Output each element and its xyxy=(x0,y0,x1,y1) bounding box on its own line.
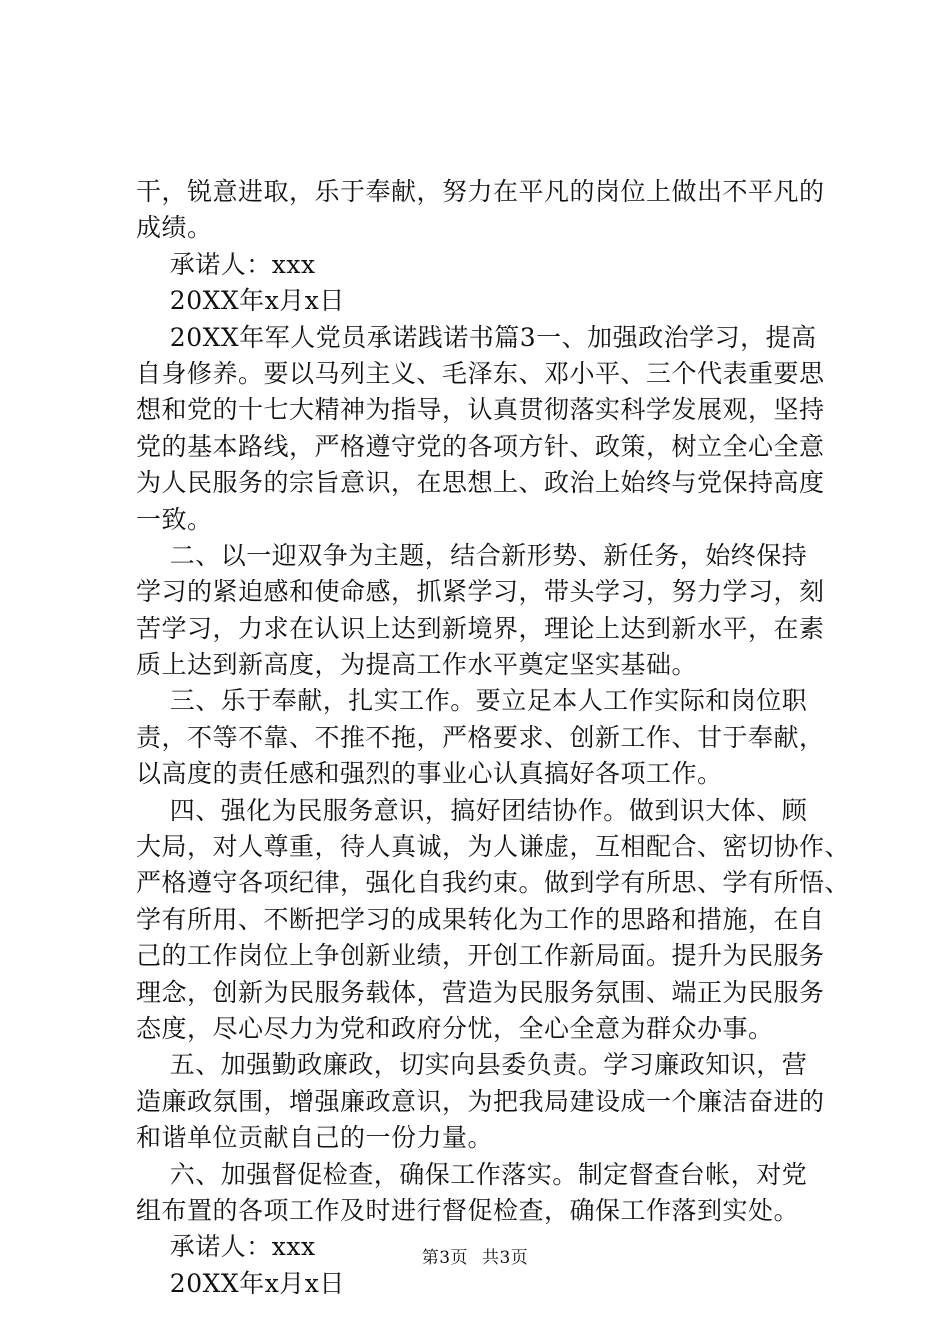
text-line: 自身修养。要以马列主义、毛泽东、邓小平、三个代表重要思 xyxy=(136,358,825,388)
text-line: 三、乐于奉献，扎实工作。要立足本人工作实际和岗位职 xyxy=(136,686,808,716)
signature-line: 承诺人：xxx xyxy=(136,249,316,279)
date-line: 20XX年x月x日 xyxy=(136,286,345,316)
text-line: 理念，创新为民服务载体，营造为民服务氛围、端正为民服务 xyxy=(136,977,825,1007)
text-line: 想和党的十七大精神为指导，认真贯彻落实科学发展观，坚持 xyxy=(136,395,825,425)
text-line: 以高度的责任感和强烈的事业心认真搞好各项工作。 xyxy=(136,759,723,789)
text-line: 组布置的各项工作及时进行督促检查，确保工作落到实处。 xyxy=(136,1195,800,1225)
text-line: 四、强化为民服务意识，搞好团结协作。做到识大体、顾 xyxy=(136,795,808,825)
text-line: 六、加强督促检查，确保工作落实。制定督查台帐，对党 xyxy=(136,1159,808,1189)
text-line: 干，锐意进取，乐于奉献，努力在平凡的岗位上做出不平凡的 xyxy=(136,177,825,206)
text-line: 造廉政氛围，增强廉政意识，为把我局建设成一个廉洁奋进的 xyxy=(136,1086,825,1116)
text-line: 一致。 xyxy=(136,504,213,534)
text-line: 责，不等不靠、不推不拖，严格要求、创新工作、甘于奉献， xyxy=(136,722,825,752)
date-line: 20XX年x月x日 xyxy=(136,1268,345,1298)
text-line: 质上达到新高度，为提高工作水平奠定坚实基础。 xyxy=(136,650,698,680)
text-line: 严格遵守各项纪律，强化自我约束。做到学有所思、学有所悟、 xyxy=(136,868,851,898)
text-line: 党的基本路线，严格遵守党的各项方针、政策，树立全心全意 xyxy=(136,431,825,461)
page-total: 共3页 xyxy=(481,1248,529,1268)
text-line: 20XX年军人党员承诺践诺书篇3一、加强政治学习，提高 xyxy=(136,322,817,352)
text-line: 成绩。 xyxy=(136,213,213,243)
signature-line: 承诺人：xxx xyxy=(136,1232,316,1262)
text-line: 大局，对人尊重，待人真诚，为人谦虚，互相配合、密切协作、 xyxy=(136,832,851,862)
text-line: 学习的紧迫感和使命感，抓紧学习，带头学习，努力学习，刻 xyxy=(136,577,825,607)
text-line: 苦学习，力求在认识上达到新境界，理论上达到新水平，在素 xyxy=(136,613,825,643)
text-line: 为人民服务的宗旨意识，在思想上、政治上始终与党保持高度 xyxy=(136,468,825,498)
text-line: 五、加强勤政廉政，切实向县委负责。学习廉政知识，营 xyxy=(136,1050,808,1080)
page-number: 第3页 xyxy=(421,1248,469,1268)
text-line: 学有所用、不断把学习的成果转化为工作的思路和措施，在自 xyxy=(136,904,825,934)
text-line: 态度，尽心尽力为党和政府分忧，全心全意为群众办事。 xyxy=(136,1013,774,1043)
text-line: 和谐单位贡献自己的一份力量。 xyxy=(136,1123,494,1153)
text-line: 二、以一迎双争为主题，结合新形势、新任务，始终保持 xyxy=(136,540,808,570)
document-body xyxy=(136,174,851,1302)
page-footer xyxy=(0,1243,950,1268)
text-line: 己的工作岗位上争创新业绩，开创工作新局面。提升为民服务 xyxy=(136,941,825,971)
